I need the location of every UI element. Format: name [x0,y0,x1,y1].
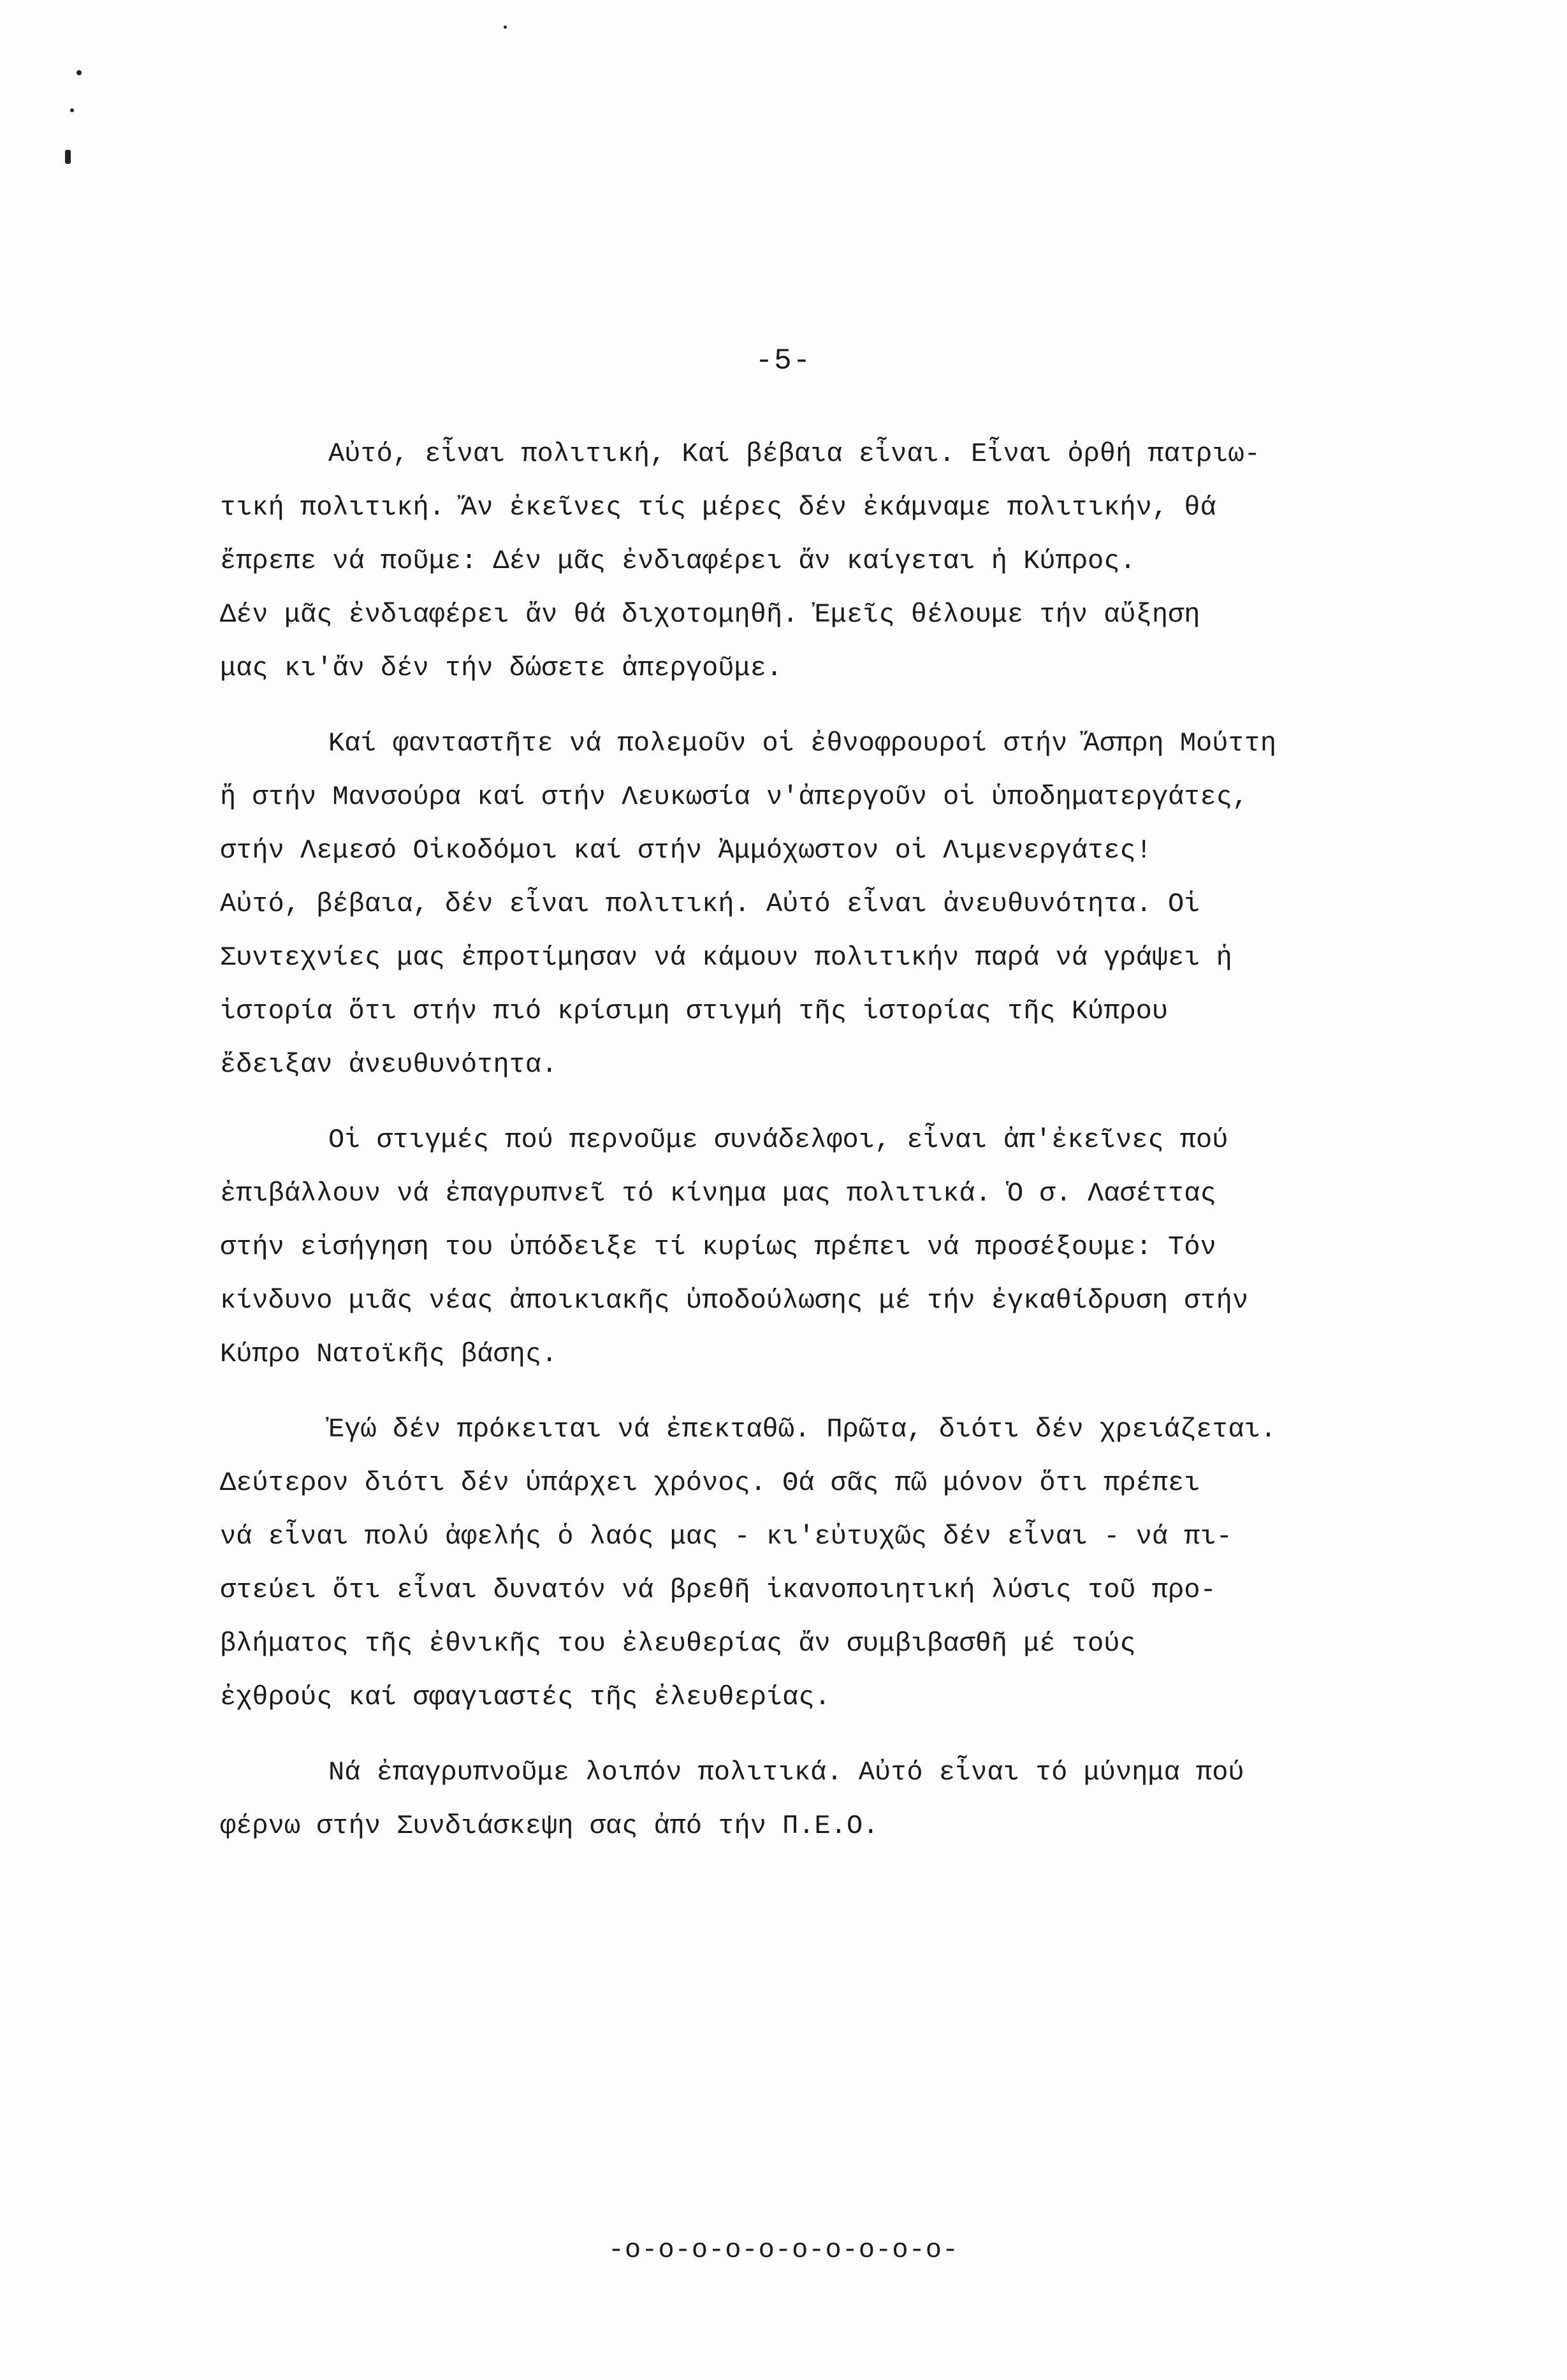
text-line: κίνδυνο μιᾶς νέας ἀποικιακῆς ὑποδούλωσης μέ τήν ἐγκαθίδρυση στήν [220,1285,1249,1316]
text-line: βλήματος τῆς ἐθνικῆς του ἐλευθερίας ἄν συμβιβασθῆ μέ τούς [220,1628,1136,1659]
text-line: νά εἶναι πολύ ἀφελής ὁ λαός μας - κι'εὐτυχῶς δέν εἶναι - νά πι- [220,1521,1232,1552]
page-number: -5- [755,344,812,377]
text-line: ἐχθρούς καί σφαγιαστές τῆς ἐλευθερίας. [220,1682,831,1712]
text-line: Αὐτό, βέβαια, δέν εἶναι πολιτική. Αὐτό εἶναι ἀνευθυνότητα. Οἱ [220,889,1200,919]
text-line: ἔπρεπε νά ποῦμε: Δέν μᾶς ἐνδιαφέρει ἄν καίγεται ἡ Κύπρος. [220,546,1136,576]
text-line: ἤ στήν Μανσούρα καί στήν Λευκωσία ν'ἀπεργοῦν οἱ ὑποδηματεργάτες, [220,782,1249,812]
section-separator: -o-o-o-o-o-o-o-o-o-o- [608,2235,959,2265]
text-line: ἱστορία ὅτι στήν πιό κρίσιμη στιγμή τῆς ἱστορίας τῆς Κύπρου [220,996,1169,1026]
scan-speck [77,70,82,75]
text-line: Οἱ στιγμές πού περνοῦμε συνάδελφοι, εἶναι ἀπ'ἐκεῖνες πού [328,1125,1228,1155]
text-line: ἐπιβάλλουν νά ἐπαγρυπνεῖ τό κίνημα μας πολιτικά. Ὁ σ. Λασέττας [220,1178,1216,1209]
text-line: Αὐτό, εἶναι πολιτική, Καί βέβαια εἶναι. Εἶναι ὀρθή πατριω- [328,439,1260,469]
text-line: φέρνω στήν Συνδιάσκεψη σας ἀπό τήν Π.Ε.Ο. [220,1811,879,1841]
text-line: στήν Λεμεσό Οἰκοδόμοι καί στήν Ἀμμόχωστον οἱ Λιμενεργάτες! [220,835,1152,866]
text-line: Κύπρο Νατοϊκῆς βάσης. [220,1339,558,1369]
text-line: στήν εἰσήγηση του ὑπόδειξε τί κυρίως πρέπει νά προσέξουμε: Τόν [220,1232,1216,1262]
paragraph-3 [220,1113,1527,1381]
scan-speck [65,150,71,164]
text-line: Δεύτερον διότι δέν ὑπάρχει χρόνος. Θά σᾶς πῶ μόνον ὅτι πρέπει [220,1468,1200,1498]
paragraph-4 [220,1403,1527,1724]
document-body [220,427,1527,1874]
paragraph-5 [220,1746,1527,1853]
text-line: στεύει ὅτι εἶναι δυνατόν νά βρεθῆ ἱκανοποιητική λύσις τοῦ προ- [220,1575,1216,1605]
text-line: μας κι'ἄν δέν τήν δώσετε ἀπεργοῦμε. [220,653,783,683]
paragraph-2 [220,717,1527,1091]
scan-speck [504,26,507,29]
paragraph-1 [220,427,1527,695]
text-line: Συντεχνίες μας ἐπροτίμησαν νά κάμουν πολιτικήν παρά νά γράψει ἡ [220,942,1232,973]
scan-speck [70,108,74,112]
text-line: ἔδειξαν ἀνευθυνότητα. [220,1049,558,1080]
text-line: Καί φανταστῆτε νά πολεμοῦν οἱ ἐθνοφρουροί στήν Ἄσπρη Μούττη [328,728,1277,759]
text-line: Ἐγώ δέν πρόκειται νά ἐπεκταθῶ. Πρῶτα, διότι δέν χρειάζεται. [328,1414,1277,1445]
text-line: Νά ἐπαγρυπνοῦμε λοιπόν πολιτικά. Αὐτό εἶναι τό μύνημα πού [328,1757,1244,1788]
text-line: Δέν μᾶς ἐνδιαφέρει ἄν θά διχοτομηθῆ. Ἐμεῖς θέλουμε τήν αὔξηση [220,599,1200,630]
text-line: τική πολιτική. Ἄν ἐκεῖνες τίς μέρες δέν ἐκάμναμε πολιτικήν, θά [220,492,1216,523]
